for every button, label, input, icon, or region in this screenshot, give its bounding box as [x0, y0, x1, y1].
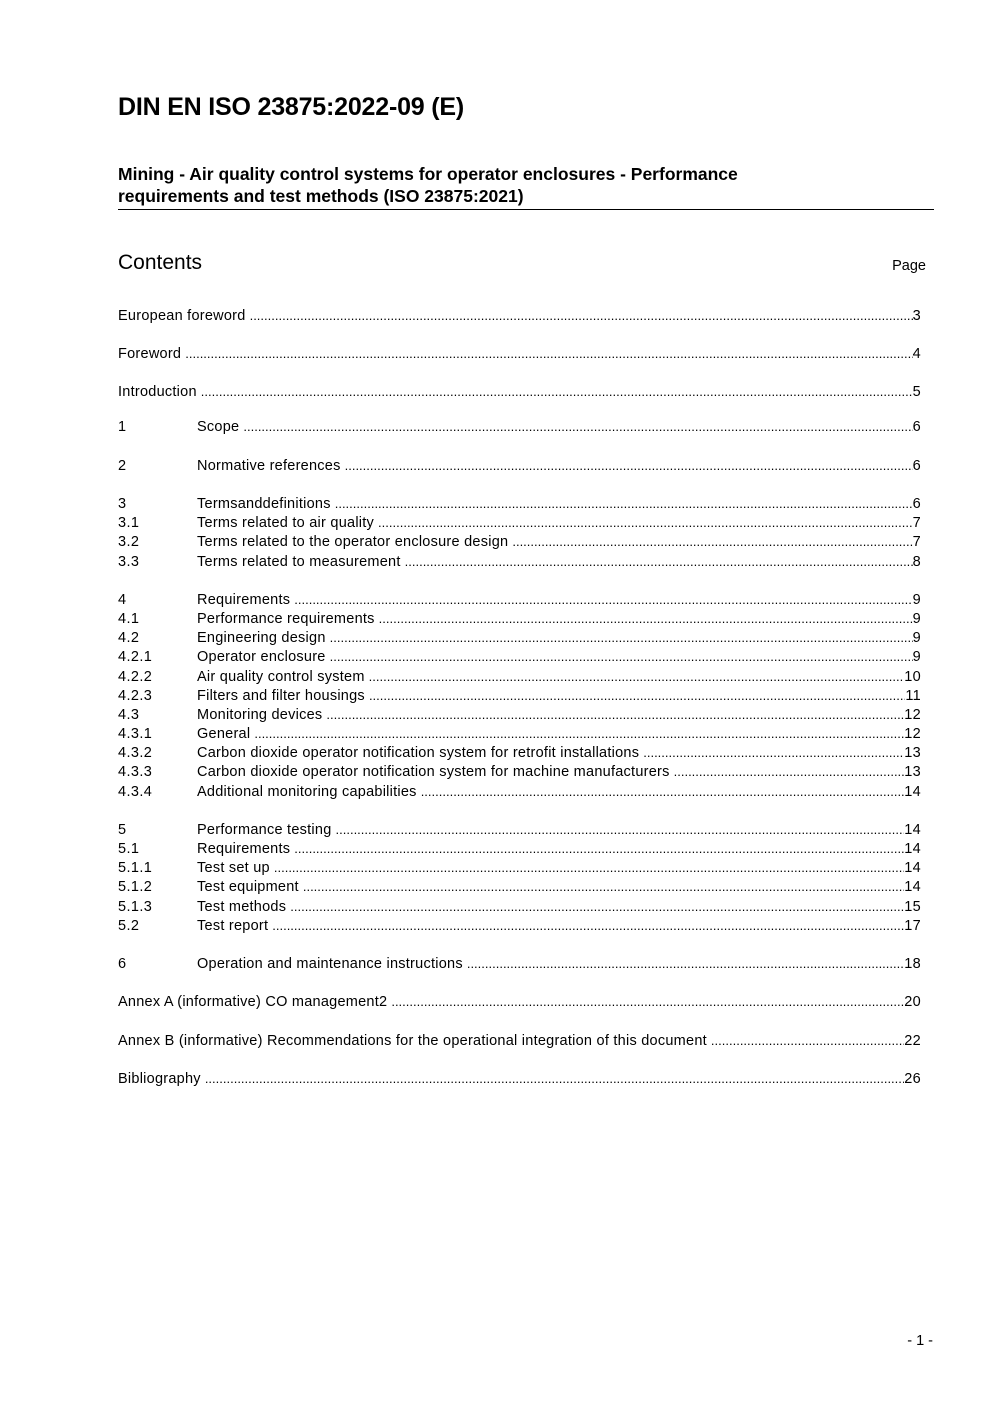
toc-leader-dots [290, 897, 904, 916]
toc-entry-number: 5.1 [118, 841, 140, 857]
toc-entry-page: 6 [912, 496, 921, 512]
toc-entry-number: 4.3 [118, 707, 140, 723]
toc-entry-page: 9 [912, 649, 921, 665]
toc-leader-dots [250, 306, 913, 325]
toc-entry[interactable] [118, 1031, 921, 1050]
toc-entry-title: Test equipment [197, 879, 299, 895]
toc-entry-number: 4.3.4 [118, 784, 153, 800]
toc-entry-title: Terms related to measurement [197, 554, 401, 570]
toc-entry-number: 4.3.2 [118, 745, 153, 761]
toc-entry-number: 4 [118, 592, 127, 608]
toc-entry[interactable] [118, 916, 921, 935]
toc-entry[interactable] [118, 417, 921, 436]
toc-entry-title: Performance requirements [197, 611, 375, 627]
toc-leader-dots [378, 513, 913, 532]
toc-entry-page: 6 [912, 458, 921, 474]
toc-leader-dots [330, 628, 913, 647]
toc-entry-number: 4.3.1 [118, 726, 153, 742]
toc-entry-page: 13 [904, 745, 921, 761]
toc-entry-title: Normative references [197, 458, 341, 474]
toc-leader-dots [345, 456, 913, 475]
toc-entry-title: Performance testing [197, 822, 332, 838]
toc-leader-dots [185, 344, 912, 363]
toc-leader-dots [201, 382, 913, 401]
toc-entry-title: Operation and maintenance instructions [197, 956, 463, 972]
toc-entry-page: 17 [904, 918, 921, 934]
toc-entry[interactable] [118, 762, 921, 781]
toc-entry[interactable] [118, 820, 921, 839]
toc-leader-dots [330, 647, 913, 666]
toc-entry-number: 5.1.1 [118, 860, 153, 876]
toc-entry-title: Test methods [197, 899, 287, 915]
toc-entry[interactable] [118, 590, 921, 609]
toc-leader-dots [335, 494, 913, 513]
toc-entry-page: 6 [912, 419, 921, 435]
toc-entry-title: Annex A (informative) CO management2 [118, 994, 388, 1010]
toc-leader-dots [643, 743, 904, 762]
toc-entry[interactable] [118, 667, 921, 686]
toc-entry-page: 9 [912, 630, 921, 646]
toc-entry[interactable] [118, 344, 921, 363]
toc-entry-number: 2 [118, 458, 127, 474]
toc-entry-page: 14 [904, 841, 921, 857]
toc-leader-dots [326, 705, 904, 724]
toc-entry-page: 7 [912, 515, 921, 531]
toc-entry-title: General [197, 726, 251, 742]
toc-entry-number: 4.2 [118, 630, 140, 646]
toc-entry[interactable] [118, 839, 921, 858]
toc-entry-page: 14 [904, 784, 921, 800]
toc-entry-title: Test report [197, 918, 269, 934]
toc-entry[interactable] [118, 532, 921, 551]
toc-entry-title: Requirements [197, 841, 291, 857]
toc-entry-number: 4.2.2 [118, 669, 153, 685]
toc-entry[interactable] [118, 897, 921, 916]
toc-leader-dots [369, 667, 905, 686]
toc-entry-page: 13 [904, 764, 921, 780]
toc-entry-page: 12 [904, 707, 921, 723]
toc-entry[interactable] [118, 456, 921, 475]
toc-entry-title: Foreword [118, 346, 182, 362]
toc-entry[interactable] [118, 494, 921, 513]
toc-leader-dots [405, 552, 913, 571]
toc-entry-title: Engineering design [197, 630, 326, 646]
toc-entry-page: 11 [905, 688, 921, 704]
toc-entry[interactable] [118, 782, 921, 801]
toc-leader-dots [467, 954, 904, 973]
toc-leader-dots [294, 839, 904, 858]
toc-entry-title: Scope [197, 419, 240, 435]
toc-entry-number: 4.2.1 [118, 649, 153, 665]
toc-entry-title: Introduction [118, 384, 197, 400]
toc-entry-number: 3.1 [118, 515, 140, 531]
subtitle-line: Mining - Air quality control systems for operator enclosures - Performance [118, 164, 738, 184]
toc-entry-title: Bibliography [118, 1071, 201, 1087]
toc-leader-dots [205, 1069, 904, 1088]
page-column-heading: Page [892, 258, 926, 274]
toc-entry-number: 5 [118, 822, 127, 838]
toc-leader-dots [369, 686, 905, 705]
toc-entry[interactable] [118, 647, 921, 666]
toc-entry[interactable] [118, 609, 921, 628]
toc-entry-number: 1 [118, 419, 127, 435]
toc-entry-title: Annex B (informative) Recommendations for the operational integration of this document [118, 1033, 707, 1049]
toc-entry[interactable] [118, 743, 921, 762]
toc-entry-page: 3 [912, 308, 921, 324]
toc-entry-page: 9 [912, 592, 921, 608]
toc-entry-title: Carbon dioxide operator notification system for retrofit installations [197, 745, 640, 761]
toc-leader-dots [294, 590, 912, 609]
toc-entry-title: Carbon dioxide operator notification system for machine manufacturers [197, 764, 670, 780]
toc-entry[interactable] [118, 724, 921, 743]
toc-entry-number: 4.2.3 [118, 688, 153, 704]
toc-leader-dots [512, 532, 912, 551]
toc-entry-title: Termsanddefinitions [197, 496, 331, 512]
toc-entry-page: 10 [904, 669, 921, 685]
toc-entry[interactable] [118, 306, 921, 325]
toc-entry[interactable] [118, 992, 921, 1011]
toc-entry[interactable] [118, 858, 921, 877]
toc-entry-page: 12 [904, 726, 921, 742]
toc-entry-page: 26 [904, 1071, 921, 1087]
page-number: - 1 - [907, 1333, 933, 1349]
toc-entry-number: 3.3 [118, 554, 140, 570]
toc-entry-page: 8 [912, 554, 921, 570]
toc-leader-dots [711, 1031, 904, 1050]
toc-entry-number: 3 [118, 496, 127, 512]
toc-entry[interactable] [118, 705, 921, 724]
toc-entry-number: 5.2 [118, 918, 140, 934]
toc-entry[interactable] [118, 1069, 921, 1088]
toc-entry-number: 6 [118, 956, 127, 972]
toc-entry-title: Terms related to the operator enclosure design [197, 534, 509, 550]
toc-entry-page: 20 [904, 994, 921, 1010]
toc-entry-page: 5 [912, 384, 921, 400]
subtitle-line: requirements and test methods (ISO 23875:2021) [118, 186, 524, 206]
toc-leader-dots [254, 724, 904, 743]
toc-entry-page: 7 [912, 534, 921, 550]
toc-leader-dots [674, 762, 905, 781]
contents-heading: Contents [118, 251, 203, 274]
toc-leader-dots [274, 858, 904, 877]
toc-leader-dots [336, 820, 905, 839]
toc-entry[interactable] [118, 628, 921, 647]
toc-entry-page: 9 [912, 611, 921, 627]
toc-entry-page: 22 [904, 1033, 921, 1049]
toc-entry[interactable] [118, 552, 921, 571]
toc-leader-dots [243, 417, 912, 436]
toc-entry-title: Filters and filter housings [197, 688, 365, 704]
toc-entry-number: 5.1.2 [118, 879, 153, 895]
toc-entry[interactable] [118, 382, 921, 401]
toc-entry-page: 14 [904, 860, 921, 876]
toc-entry-title: Additional monitoring capabilities [197, 784, 417, 800]
toc-leader-dots [272, 916, 904, 935]
toc-leader-dots [391, 992, 904, 1011]
toc-entry-number: 5.1.3 [118, 899, 153, 915]
toc-entry-page: 18 [904, 956, 921, 972]
toc-entry-page: 15 [904, 899, 921, 915]
toc-entry-page: 14 [904, 822, 921, 838]
toc-leader-dots [303, 877, 904, 896]
toc-entry-number: 3.2 [118, 534, 140, 550]
document-title: DIN EN ISO 23875:2022-09 (E) [118, 93, 464, 121]
toc-entry[interactable] [118, 954, 921, 973]
toc-entry-page: 14 [904, 879, 921, 895]
toc-entry[interactable] [118, 877, 921, 896]
toc-entry-title: Air quality control system [197, 669, 365, 685]
toc-leader-dots [379, 609, 913, 628]
toc-entry-number: 4.3.3 [118, 764, 153, 780]
document-subtitle [118, 163, 934, 210]
toc-entry-number: 4.1 [118, 611, 140, 627]
toc-entry-title: Terms related to air quality [197, 515, 375, 531]
toc-entry-title: Requirements [197, 592, 291, 608]
toc-entry-title: Monitoring devices [197, 707, 323, 723]
toc-entry-title: Test set up [197, 860, 270, 876]
toc-leader-dots [421, 782, 905, 801]
toc-entry-title: European foreword [118, 308, 246, 324]
toc-entry-page: 4 [912, 346, 921, 362]
toc-entry-title: Operator enclosure [197, 649, 326, 665]
toc-entry[interactable] [118, 686, 921, 705]
toc-entry[interactable] [118, 513, 921, 532]
